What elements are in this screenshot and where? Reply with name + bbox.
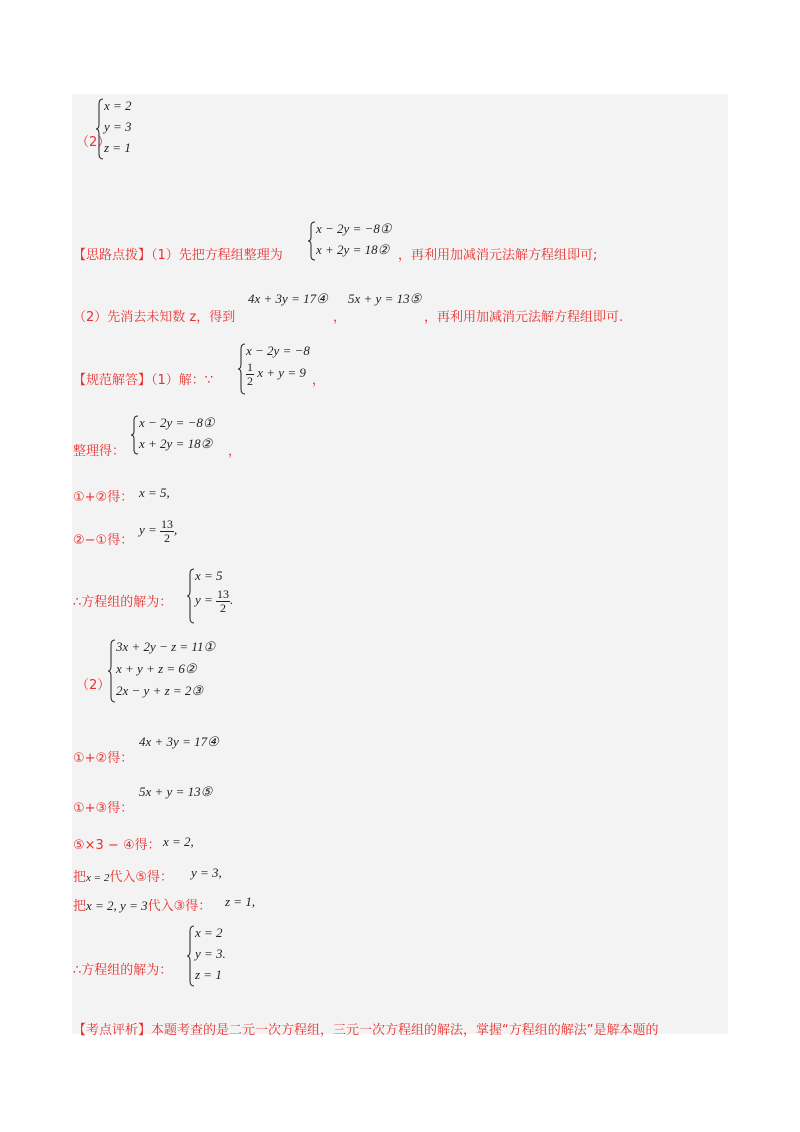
fraction-numerator: 13 [161, 517, 174, 531]
solution1-label: ∴方程组的解为： [73, 595, 173, 610]
step3-equation: x = 2, [163, 834, 194, 849]
step1-label: ①+②得： [73, 751, 134, 766]
step2-label: ①+③得： [73, 801, 134, 816]
step4-line [73, 866, 173, 885]
organized-system [131, 415, 231, 455]
step5-pre: 把 [73, 899, 87, 914]
equation-lhs: y = [195, 592, 213, 608]
equation-4: 4x + 3y = 17④ [248, 291, 328, 306]
part2-system [108, 639, 228, 703]
hint-line1 [73, 244, 283, 263]
equation: x = 2 [104, 98, 132, 113]
equation: x = 2 [195, 925, 223, 940]
equation: y = 3. [195, 946, 226, 961]
step5-post: 代入③得： [147, 899, 212, 914]
step3-label: ⑤×3 − ④得： [73, 838, 161, 853]
brace-icon [96, 98, 104, 160]
equation-rest: x + y = 9 [257, 365, 306, 381]
equation: x = 5 [195, 568, 223, 583]
step4-value: x = 2 [86, 872, 110, 884]
equation: z = 1 [104, 140, 131, 155]
sub-result [139, 518, 177, 544]
review-line [73, 1019, 659, 1038]
equation: x + y + z = 6② [116, 661, 197, 676]
brace-icon [238, 343, 246, 395]
sub-label: ②−①得： [73, 533, 134, 548]
equation [195, 588, 233, 614]
fraction [160, 518, 174, 544]
equation [246, 361, 306, 387]
fraction [216, 588, 230, 614]
equation: x − 2y = −8① [139, 415, 215, 430]
equation: y = 3 [104, 119, 132, 134]
part2-label: （2） [76, 678, 111, 693]
equation: x − 2y = −8 [246, 343, 310, 358]
period: . [230, 592, 234, 608]
solution2-system [187, 925, 247, 987]
equation: 2x − y + z = 2③ [116, 683, 204, 698]
comma: ， [312, 373, 326, 388]
hint-part2-prefix: （2）先消去未知数 z，得到 [73, 310, 236, 325]
equation: 3x + 2y − z = 11① [116, 639, 216, 654]
comma: ， [333, 310, 347, 325]
given-system [238, 343, 318, 395]
hint-system [308, 221, 408, 261]
equation: z = 1 [195, 967, 222, 982]
equation: x + 2y = 18② [316, 242, 390, 257]
hint-part1-prefix: （1）先把方程组整理为 [151, 248, 283, 263]
organize-label: 整理得： [73, 444, 126, 459]
step4-pre: 把 [73, 870, 87, 885]
review-tag: 【考点评析】 [73, 1023, 152, 1038]
solution2-label: ∴方程组的解为： [73, 963, 173, 978]
answer-label: （2） [76, 135, 111, 150]
step1-equation: 4x + 3y = 17④ [139, 734, 219, 749]
hint-tag: 【思路点拨】 [73, 248, 152, 263]
review-text: 本题考查的是二元一次方程组，三元一次方程组的解法，掌握“方程组的解法”是解本题的 [151, 1023, 659, 1038]
step4-post: 代入⑤得： [109, 870, 173, 885]
brace-icon [108, 639, 116, 703]
brace-icon [187, 568, 195, 624]
step2-equation: 5x + y = 13⑤ [139, 784, 213, 799]
brace-icon [187, 925, 195, 987]
fraction-denominator: 2 [247, 373, 253, 388]
step5-equation: z = 1, [225, 894, 256, 909]
fraction-numerator: 1 [247, 360, 253, 374]
step5-value: x = 2, y = 3 [86, 898, 148, 913]
solution-tag: 【规范解答】 [73, 373, 152, 388]
equation: x + 2y = 18② [139, 436, 213, 451]
solution1-system [187, 568, 247, 624]
fraction-numerator: 13 [217, 587, 230, 601]
fraction-denominator: 2 [164, 530, 171, 545]
answer-system [96, 98, 156, 160]
add-label: ①+②得： [73, 490, 134, 505]
equation: x − 2y = −8① [316, 221, 392, 236]
add-result: x = 5, [139, 485, 170, 500]
comma: ， [228, 444, 242, 459]
fraction [246, 361, 254, 387]
hint-part2-suffix: ，再利用加减消元法解方程组即可. [424, 310, 624, 325]
hint-part1-suffix: ，再利用加减消元法解方程组即可; [398, 248, 598, 263]
sub-lhs: y = [139, 522, 157, 538]
solution-intro-text: （1）解：∵ [151, 373, 214, 388]
brace-icon [131, 415, 139, 455]
solution-intro [73, 369, 213, 388]
step4-equation: y = 3, [191, 865, 222, 880]
brace-icon [308, 221, 316, 261]
step5-line [73, 895, 211, 914]
equation-5: 5x + y = 13⑤ [348, 291, 422, 306]
fraction-denominator: 2 [220, 600, 227, 615]
comma: , [174, 522, 178, 538]
